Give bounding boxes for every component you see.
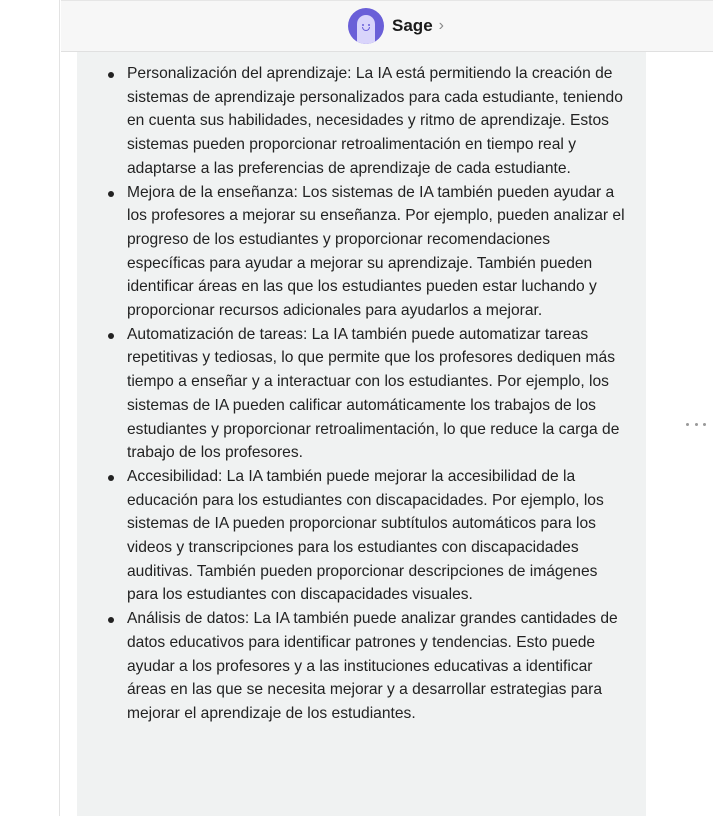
more-options-icon[interactable] <box>686 416 706 432</box>
sage-avatar-icon <box>348 8 384 44</box>
bullet-icon <box>108 191 114 197</box>
bullet-icon <box>108 333 114 339</box>
bot-profile-link[interactable] <box>348 8 444 44</box>
list-item: Personalización del aprendizaje: La IA está permitiendo la creación de sistemas de aprendizaje personalizados para cada estudiante, teniendo en cuenta sus habilidades, necesidades y ritmo de aprendizaje. Estos sistemas pueden proporcionar retroalimentación en tiempo real y adaptarse a las preferencias de aprendizaje de cada estudiante. <box>127 62 632 181</box>
bot-message-bubble <box>77 52 646 816</box>
left-gutter <box>0 0 60 816</box>
bullet-icon <box>108 475 114 481</box>
bot-name: Sage <box>392 16 433 35</box>
chat-header <box>61 0 713 52</box>
chevron-right-icon: › <box>438 17 444 34</box>
list-item: Accesibilidad: La IA también puede mejorar la accesibilidad de la educación para los estudiantes con discapacidades. Por ejemplo, los sistemas de IA pueden proporcionar subtítulos automáticos para los videos y transcripciones para los estudiantes con discapacidades auditivas. También pueden proporcionar descripciones de imágenes para los estudiantes con discapacidades visuales. <box>127 465 632 607</box>
message-bullet-list <box>77 62 632 726</box>
list-item: Mejora de la enseñanza: Los sistemas de IA también pueden ayudar a los profesores a mejorar su enseñanza. Por ejemplo, pueden analizar el progreso de los estudiantes y proporcionar recomendaciones específicas para ayudar a mejorar su aprendizaje. También pueden identificar áreas en las que los estudiantes pueden estar luchando y proporcionar recursos adicionales para ayudarlos a mejorar. <box>127 181 632 323</box>
list-item: Análisis de datos: La IA también puede analizar grandes cantidades de datos educativos para identificar patrones y tendencias. Esto puede ayudar a los profesores y a las instituciones educativas a identificar áreas en las que se necesita mejorar y a desarrollar estrategias para mejorar el aprendizaje de los estudiantes. <box>127 607 632 726</box>
bullet-icon <box>108 72 114 78</box>
chat-main <box>61 0 713 816</box>
list-item: Automatización de tareas: La IA también puede automatizar tareas repetitivas y tediosas, lo que permite que los profesores dediquen más tiempo a enseñar y a interactuar con los estudiantes. Por ejemplo, los sistemas de IA pueden calificar automáticamente los trabajos de los estudiantes y proporcionar retroalimentación, lo que reduce la carga de trabajo de los profesores. <box>127 323 632 465</box>
bullet-icon <box>108 617 114 623</box>
